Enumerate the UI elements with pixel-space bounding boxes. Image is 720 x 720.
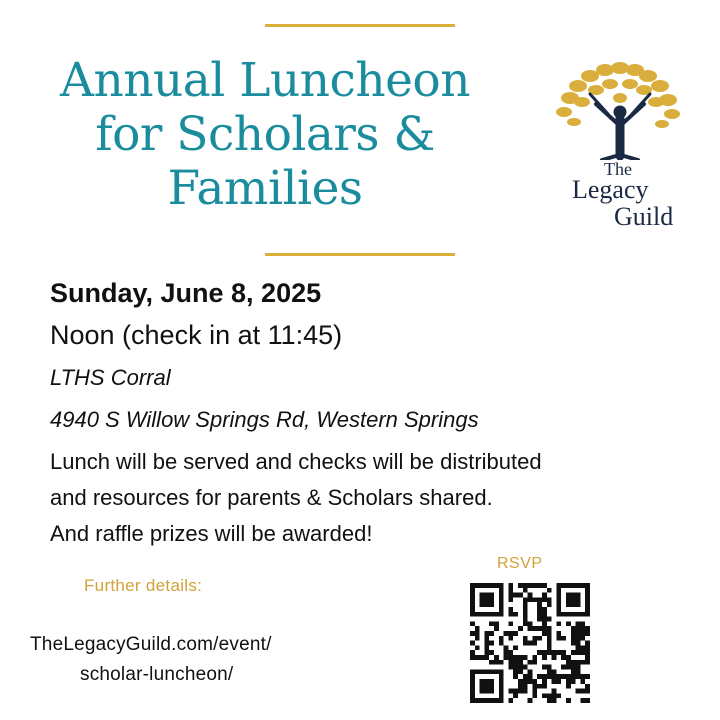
title-line-1: Annual Luncheon bbox=[60, 53, 470, 108]
title-line-3: Families bbox=[167, 161, 363, 216]
rsvp-label: RSVP bbox=[497, 555, 543, 572]
tree-person-icon bbox=[550, 60, 690, 160]
event-date: Sunday, June 8, 2025 bbox=[50, 278, 322, 308]
title-line-2: for Scholars & bbox=[95, 107, 435, 162]
event-time: Noon (check in at 11:45) bbox=[50, 320, 343, 350]
bottom-divider bbox=[265, 253, 455, 256]
qr-code-icon bbox=[470, 583, 590, 703]
description-line-1: Lunch will be served and checks will be distributed bbox=[50, 449, 542, 474]
event-url-line-2: scholar-luncheon/ bbox=[80, 664, 234, 685]
further-details-label: Further details: bbox=[84, 576, 203, 595]
event-url-line-1: TheLegacyGuild.com/event/ bbox=[30, 634, 272, 655]
logo-legacy-text: Legacy bbox=[572, 175, 649, 204]
rsvp-qr-code[interactable] bbox=[470, 583, 590, 703]
description-line-3: And raffle prizes will be awarded! bbox=[50, 521, 373, 546]
description-line-2: and resources for parents & Scholars shared. bbox=[50, 485, 493, 510]
legacy-guild-logo bbox=[550, 60, 690, 230]
event-title bbox=[35, 54, 495, 216]
top-divider bbox=[265, 24, 455, 27]
logo-the-text: The bbox=[604, 159, 632, 179]
event-venue: LTHS Corral bbox=[50, 365, 171, 390]
logo-guild-text: Guild bbox=[614, 202, 674, 231]
event-address: 4940 S Willow Springs Rd, Western Springs bbox=[50, 407, 479, 432]
